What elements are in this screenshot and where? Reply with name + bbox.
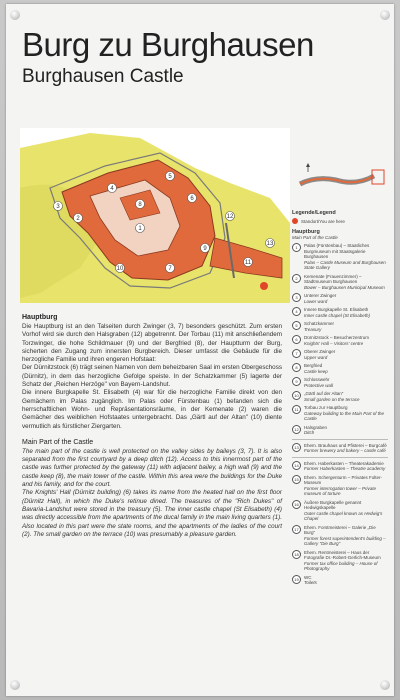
screw-icon bbox=[380, 10, 390, 20]
svg-text:7: 7 bbox=[168, 266, 172, 272]
map-marker bbox=[266, 239, 275, 248]
legend-label-en: Treasury bbox=[304, 326, 322, 332]
legend-label-de: Innere Burgkapelle St. Elisabeth bbox=[304, 307, 369, 312]
legend-item bbox=[292, 377, 388, 388]
legend-item bbox=[292, 391, 388, 402]
legend-label-de: Bergfried bbox=[304, 363, 323, 368]
legend-title: Legende/Legend bbox=[292, 210, 336, 216]
legend-number: 10 bbox=[292, 391, 301, 400]
map-marker bbox=[54, 202, 63, 211]
map-marker bbox=[166, 172, 175, 181]
paragraph-en-1: The main part of the castle is well protected on the valley sides by baileys (3, 7). It is also separated from the first courtyard by a deep ditch (12). Access to this innermost part of the castle was further protected by the gateway (11) with adjacent bailey, a high wall (9) and the castle keep (8), the main tower of the castle. Within this area were the buildings for the Duke and his family, and for the court. bbox=[22, 447, 282, 489]
legend-number: 5 bbox=[292, 321, 301, 330]
map-marker bbox=[166, 264, 175, 273]
legend-label-en: Outer castle chapel known as Hedwig's Chapel bbox=[304, 510, 383, 521]
legend-item bbox=[292, 363, 388, 374]
legend-label-de: Torbau zur Hauptburg bbox=[304, 405, 348, 410]
legend-label-en: Former interrogation tower – Private museum of torture bbox=[304, 485, 377, 496]
legend-label-en: Lower ward bbox=[304, 298, 328, 304]
legend-label-de: Ehem. Haberkasten – Theaterakademie bbox=[304, 460, 384, 466]
location-dot-icon bbox=[292, 218, 298, 224]
legend-number: 2 bbox=[292, 274, 301, 283]
legend-label-de: „Gärtl auf der Altan" bbox=[304, 391, 344, 396]
svg-text:6: 6 bbox=[190, 196, 194, 202]
legend-item bbox=[292, 475, 388, 497]
legend-item bbox=[292, 461, 388, 472]
legend-label-de: Ehem. Rentmeisterei – Haus der Fotografie Dr.-Robert-Gerlich-Museum bbox=[304, 549, 381, 560]
screw-icon bbox=[10, 10, 20, 20]
legend-number: 8 bbox=[292, 363, 301, 372]
legend-list bbox=[292, 243, 388, 586]
legend-label-de: Palas (Fürstenbau) – Staatliches Burgmuseum mit Staatsgalerie Burghausen bbox=[304, 243, 370, 259]
svg-text:4: 4 bbox=[110, 186, 114, 192]
sign-title: Burg zu Burghausen bbox=[22, 26, 314, 63]
map-marker bbox=[74, 214, 83, 223]
legend-separator bbox=[292, 457, 388, 458]
legend-item bbox=[292, 243, 388, 271]
legend-item bbox=[292, 550, 388, 572]
legend-label-en: Upper ward bbox=[304, 354, 328, 360]
legend-item bbox=[292, 293, 388, 304]
castle-map bbox=[20, 128, 290, 303]
legend-number: 18 bbox=[292, 550, 301, 559]
paragraph-de-1: Die Hauptburg ist an den Talseiten durch Zwinger (3, 7) besonders geschützt. Zum ersten Vorhof wird sie durch den Halsgraben (12) abgetrennt. Der Torbau (11) mit anschließendem Torzwinger, die hohe Schildmauer (9) und der Bergfried (8), der Hauptturm der Burg, sicherten den Zugang zum innersten Burgbereich. Dieser umfasst die Gebäude für die herzogliche Familie und ihren engeren Hofstaat: bbox=[22, 323, 282, 364]
legend-label-en: Former brewery and bakery – castle café bbox=[304, 448, 386, 453]
legend-item bbox=[292, 425, 388, 436]
legend-number: 3 bbox=[292, 293, 301, 302]
legend-you-are-here: Standort/You are here bbox=[292, 218, 388, 224]
section-title-de: Hauptburg bbox=[22, 314, 58, 321]
map-marker bbox=[116, 264, 125, 273]
svg-text:12: 12 bbox=[226, 214, 234, 220]
legend-label-en: Knights' Hall – Visitors' centre bbox=[304, 340, 364, 346]
svg-text:9: 9 bbox=[203, 246, 207, 252]
legend-number: 14 bbox=[292, 461, 301, 470]
description-text bbox=[22, 314, 282, 539]
map-marker bbox=[188, 194, 197, 203]
castle-overview-map bbox=[296, 162, 388, 202]
map-marker bbox=[108, 184, 117, 193]
legend-item bbox=[292, 307, 388, 318]
svg-text:10: 10 bbox=[116, 266, 124, 272]
screw-icon bbox=[380, 680, 390, 690]
legend-item bbox=[292, 349, 388, 360]
legend-label-en: Small garden on the terrace bbox=[304, 396, 360, 402]
map-marker bbox=[136, 224, 145, 233]
svg-text:2: 2 bbox=[76, 216, 80, 222]
legend-number: 1 bbox=[292, 243, 301, 252]
section-title-en: Main Part of the Castle bbox=[22, 438, 94, 446]
svg-text:8: 8 bbox=[138, 202, 142, 208]
svg-text:11: 11 bbox=[244, 260, 252, 266]
legend-number: 7 bbox=[292, 349, 301, 358]
legend-item bbox=[292, 335, 388, 346]
svg-text:5: 5 bbox=[168, 174, 172, 180]
legend-label-de: Ehem. Forstmeisterei – Galerie „Die Burg" bbox=[304, 524, 376, 535]
legend-label-en: Gateway building to the Main Part of the Castle bbox=[304, 410, 385, 421]
sign-subtitle: Burghausen Castle bbox=[22, 66, 184, 87]
legend-label-en: Protective wall bbox=[304, 382, 334, 388]
map-marker bbox=[201, 244, 210, 253]
map-marker bbox=[226, 212, 235, 221]
legend-label-en: Ditch bbox=[304, 430, 315, 435]
screw-icon bbox=[10, 680, 20, 690]
paragraph-de-2: Der Dürnitzstock (6) trägt seinen Namen von dem beheizbaren Saal im ersten Obergeschoss (Dürnitz), in dem das herzogliche Gefolge speiste. In der Schatzkammer (5) lagerte der Schatz der „Reichen Herzöge" von Bayern-Landshut. bbox=[22, 364, 282, 389]
legend-label-de: Unterer Zwinger bbox=[304, 293, 337, 298]
paragraph-en-2: The Knights' Hall (Dürnitz building) (6) takes its name from the heated hall on the first floor (Dürnitz Hall), in which the Duke's retinue dined. The treasures of the "Rich Dukes" of Bavaria-Landshut were stored in the treasury (5). The inner castle chapel (St Elisabeth) (4) was directly accessible from the apartments of the ducal family in the main living quarters (1). Also located in this part were the state rooms, and the apartments of the ladies of the court (2). The small garden on the terrace (10) was presumably a pleasure garden. bbox=[22, 489, 282, 538]
legend-label-en: Toilets bbox=[304, 580, 317, 585]
svg-text:1: 1 bbox=[138, 226, 142, 232]
legend-item bbox=[292, 405, 388, 422]
legend-label-de: Oberer Zwinger bbox=[304, 349, 336, 354]
legend-label-en: Palas – Castle Museum and Burghausen State Gallery bbox=[304, 259, 386, 270]
legend-label-de: Halsgraben bbox=[304, 424, 328, 430]
legend-number: 17 bbox=[292, 525, 301, 534]
legend-label-de: Äußere Burgkapelle genannt Hedwigskapelle bbox=[304, 499, 362, 510]
map-marker bbox=[244, 258, 253, 267]
legend-number: 16 bbox=[292, 500, 301, 509]
legend-label-en: Former tax office building – House of Photography bbox=[304, 560, 378, 571]
paragraph-de-3: Die innere Burgkapelle St. Elisabeth (4) war für die herzogliche Familie direkt von den Gemächern im Palas zugänglich. Im Palas oder Fürstenbau (1) befanden sich die herrschaftlichen Wohn- und Repräsentationsräume, in der Kemenate (2) waren die Gemächer des weiblichen Hofstaates untergebracht. Das „Gärtl auf der Altan" (10) diente vermutlich als fürstlicher Ziergarten. bbox=[22, 389, 282, 430]
legend-label-de: Dürnitzstock – Besucherzentrum bbox=[304, 335, 370, 340]
map-legend bbox=[292, 210, 388, 589]
legend-label-de: Ehem. Schergenturm – Privates Folter-Museum bbox=[304, 474, 383, 485]
legend-item bbox=[292, 525, 388, 547]
legend-number: 6 bbox=[292, 335, 301, 344]
legend-number: 4 bbox=[292, 307, 301, 316]
legend-number: 15 bbox=[292, 475, 301, 484]
legend-label-en: Castle keep bbox=[304, 368, 328, 374]
legend-label-de: Schatzkammer bbox=[304, 321, 335, 326]
legend-label-de: Ehem. Brauhaus und Pfisterei – Burgcafé bbox=[304, 442, 387, 448]
legend-number: 11 bbox=[292, 405, 301, 414]
svg-text:3: 3 bbox=[56, 204, 60, 210]
legend-number: 13 bbox=[292, 443, 301, 452]
legend-group-subtitle: Main Part of the Castle bbox=[292, 235, 338, 240]
legend-item bbox=[292, 575, 388, 586]
legend-number: 19 bbox=[292, 575, 301, 584]
legend-label-en: Former Haberkasten – Theatre academy bbox=[304, 466, 386, 471]
legend-number: 12 bbox=[292, 425, 301, 434]
legend-item bbox=[292, 321, 388, 332]
compass-icon bbox=[306, 163, 310, 172]
legend-item bbox=[292, 274, 388, 291]
legend-label-en: Inner castle chapel (St Elisabeth) bbox=[304, 312, 371, 318]
legend-label-en: Bower – Burghausen Municipal Museum bbox=[304, 284, 385, 290]
legend-label-de: WC bbox=[304, 574, 312, 580]
svg-text:13: 13 bbox=[266, 241, 274, 247]
legend-group-title: Hauptburg bbox=[292, 229, 320, 235]
legend-separator bbox=[292, 439, 388, 440]
info-sign bbox=[6, 4, 394, 696]
you-are-here-marker bbox=[260, 282, 268, 290]
legend-number: 9 bbox=[292, 377, 301, 386]
legend-label-de: Schlosswehr bbox=[304, 377, 330, 382]
legend-label-de: Kemenate (Frauenzimmer) – Stadtmuseum Burghausen bbox=[304, 273, 362, 284]
map-marker bbox=[136, 200, 145, 209]
legend-item bbox=[292, 500, 388, 522]
legend-label-en: Former forest superintendent's building – Gallery "Die Burg" bbox=[304, 535, 386, 546]
legend-item bbox=[292, 443, 388, 454]
